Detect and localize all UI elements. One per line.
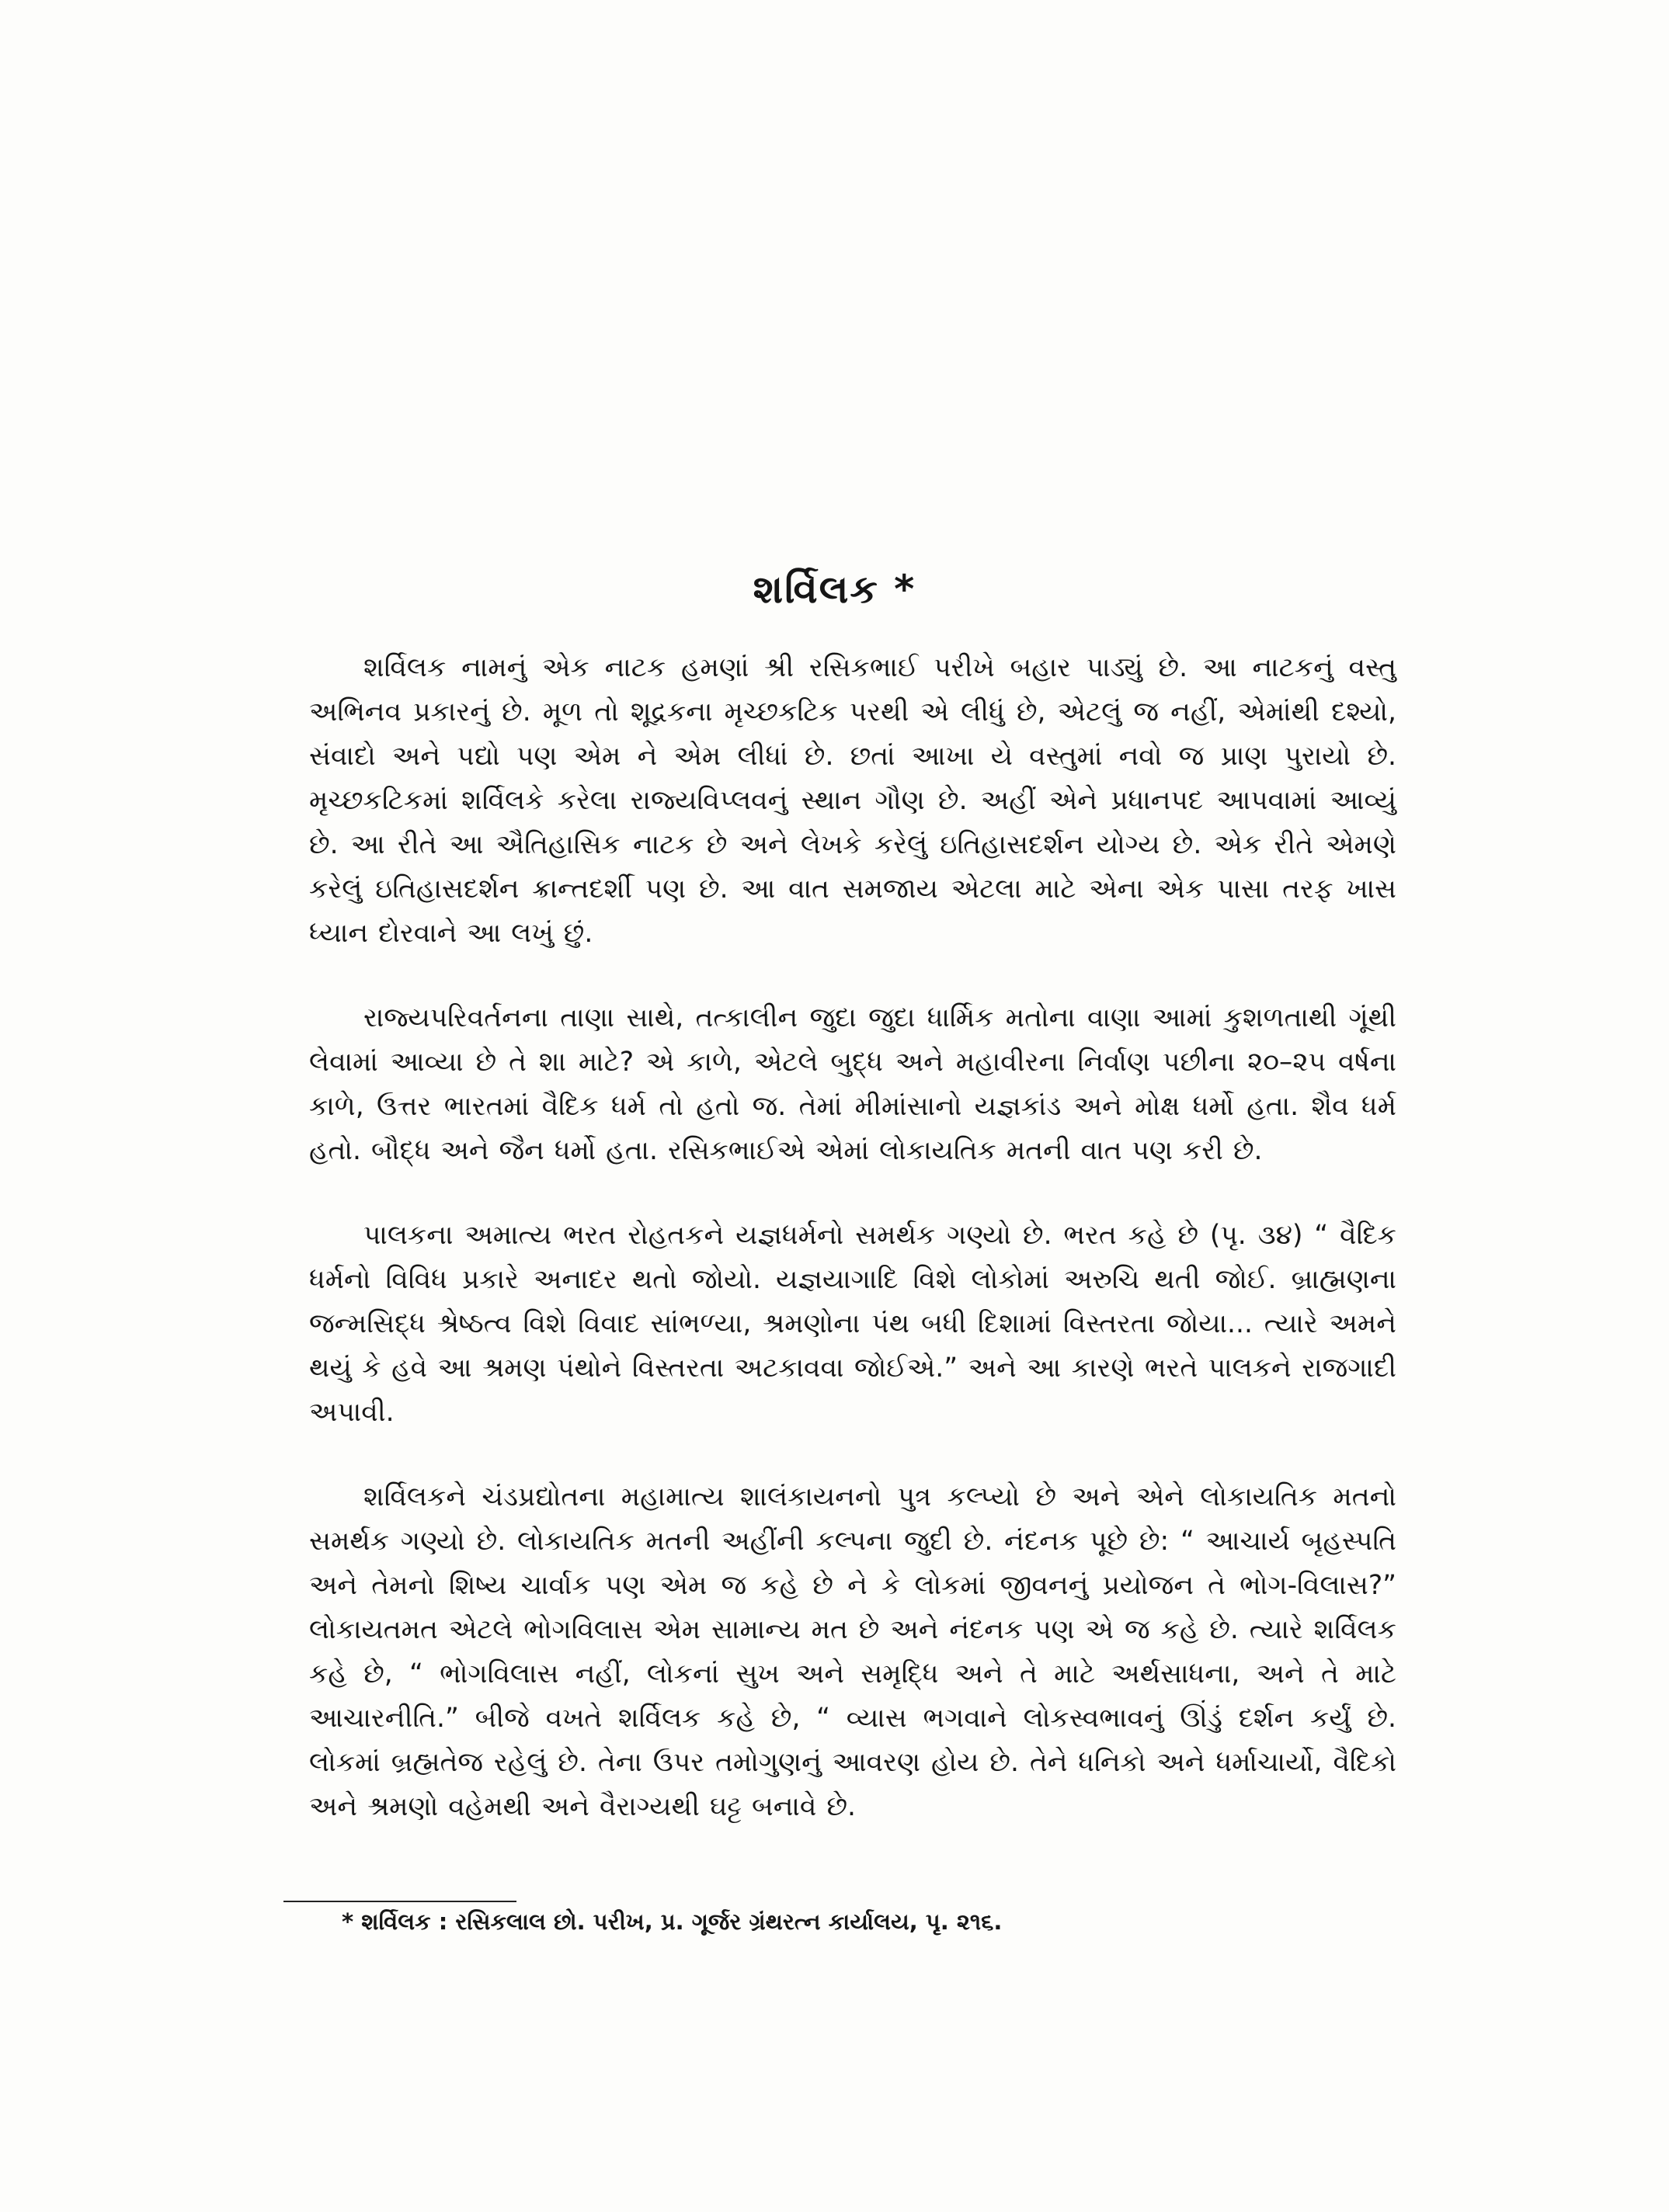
footnote: * શર્વિલક : રસિકલાલ છો. પરીખ, પ્ર. ગૂર્જર ગ્રંથરત્ન કાર્યાલય, પૃ. ૨૧૬.	[342, 1908, 1003, 1935]
footnote-divider	[283, 1901, 516, 1902]
paragraph-3: પાલકના અમાત્ય ભરત રોહતકને યજ્ઞધર્મનો સમર્થક ગણ્યો છે. ભરત કહે છે (પૃ. ૩૪) “ વૈદિક ધર્મનો વિવિધ પ્રકારે અનાદર થતો જોયો. યજ્ઞયાગાદિ વિશે લોકોમાં અરુચિ થતી જોઈ. બ્રાહ્મણના જન્મસિદ્ધ શ્રેષ્ઠત્વ વિશે વિવાદ સાંભળ્યા, શ્રમણોના પંથ બધી દિશામાં વિસ્તરતા જોયા... ત્યારે અમને થયું કે હવે આ શ્રમણ પંથોને વિસ્તરતા અટકાવવા જોઈએ.” અને આ કારણે ભરતે પાલકને રાજગાદી અપાવી.	[309, 1220, 1396, 1428]
body-text	[309, 646, 1396, 1829]
paragraph-2: રાજ્યપરિવર્તનના તાણા સાથે, તત્કાલીન જુદા જુદા ધાર્મિક મતોના વાણા આમાં કુશળતાથી ગૂંથી લેવામાં આવ્યા છે તે શા માટે? એ કાળે, એટલે બુદ્ધ અને મહાવીરના નિર્વાણ પછીના ૨૦–૨૫ વર્ષના કાળે, ઉત્તર ભારતમાં વૈદિક ધર્મ તો હતો જ. તેમાં મીમાંસાનો યજ્ઞકાંડ અને મોક્ષ ધર્મો હતા. શૈવ ધર્મ હતો. બૌદ્ધ અને જૈન ધર્મો હતા. રસિકભાઈએ એમાં લોકાયતિક મતની વાત પણ કરી છે.	[309, 1002, 1396, 1166]
page-title: શર્વિલક *	[753, 567, 916, 612]
paragraph-4: શર્વિલકને ચંડપ્રદ્યોતના મહામાત્ય શાલંકાયનનો પુત્ર કલ્પ્યો છે અને એને લોકાયતિક મતનો સમર્થક ગણ્યો છે. લોકાયતિક મતની અહીંની કલ્પના જુદી છે. નંદનક પૂછે છે: “ આચાર્ય બૃહસ્પતિ અને તેમનો શિષ્ય ચાર્વાક પણ એમ જ કહે છે ને કે લોકમાં જીવનનું પ્રયોજન તે ભોગ-વિલાસ?” લોકાયતમત એટલે ભોગવિલાસ એમ સામાન્ય મત છે અને નંદનક પણ એ જ કહે છે. ત્યારે શર્વિલક કહે છે, “ ભોગવિલાસ નહીં, લોકનાં સુખ અને સમૃદ્ધિ અને તે માટે અર્થસાધના, અને તે માટે આચારનીતિ.” બીજે વખતે શર્વિલક કહે છે, “ વ્યાસ ભગવાને લોકસ્વભાવનું ઊંડું દર્શન કર્યું છે. લોકમાં બ્રહ્મતેજ રહેલું છે. તેના ઉપર તમોગુણનું આવરણ હોય છે. તેને ધનિકો અને ધર્માચાર્યો, વૈદિકો અને શ્રમણો વહેમથી અને વૈરાગ્યથી ઘટ્ટ બનાવે છે.	[309, 1481, 1396, 1822]
paragraph-1: શર્વિલક નામનું એક નાટક હમણાં શ્રી રસિકભાઈ પરીખે બહાર પાડ્યું છે. આ નાટકનું વસ્તુ અભિનવ પ્રકારનું છે. મૂળ તો શૂદ્રકના મૃચ્છકટિક પરથી એ લીધું છે, એટલું જ નહીં, એમાંથી દશ્યો, સંવાદો અને પદ્યો પણ એમ ને એમ લીધાં છે. છતાં આખા યે વસ્તુમાં નવો જ પ્રાણ પુરાયો છે. મૃચ્છકટિકમાં શર્વિલકે કરેલા રાજ્યવિપ્લવનું સ્થાન ગૌણ છે. અહીં એને પ્રધાનપદ આપવામાં આવ્યું છે. આ રીતે આ ઐતિહાસિક નાટક છે અને લેખકે કરેલું ઇતિહાસદર્શન યોગ્ય છે. એક રીતે એમણે કરેલું ઇતિહાસદર્શન ક્રાન્તદર્શી પણ છે. આ વાત સમજાય એટલા માટે એના એક પાસા તરફ ખાસ ધ્યાન દોરવાને આ લખું છું.	[309, 652, 1396, 949]
